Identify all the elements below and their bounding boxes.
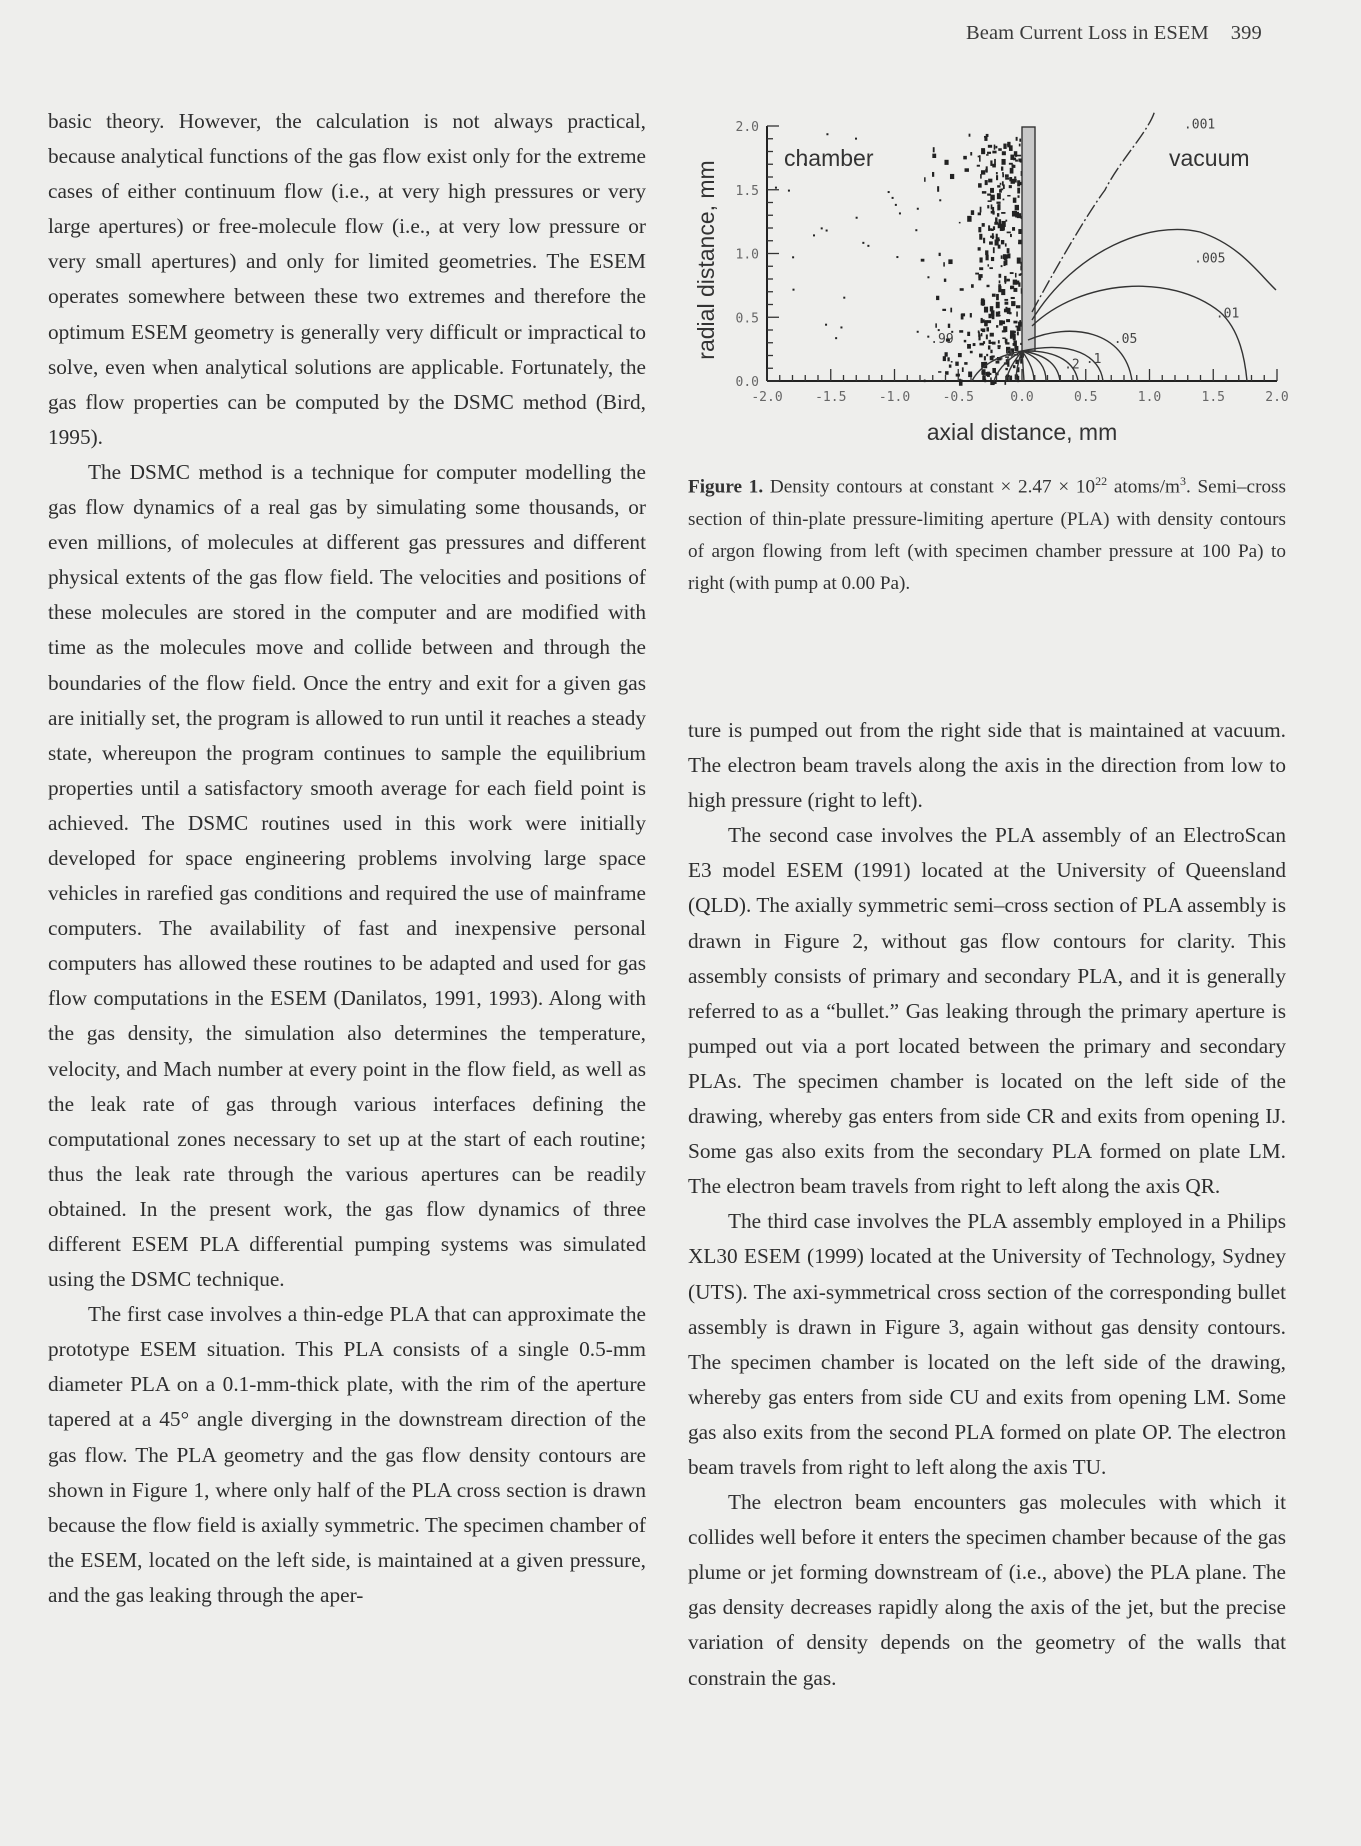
density-contour-plot: [680, 100, 1320, 450]
contour-label: .2: [1064, 357, 1080, 373]
x-tick-label: 1.0: [1137, 390, 1162, 405]
paragraph: The third case involves the PLA assembly employed in a Philips XL30 ESEM (1999) located at the University of Technology, Sydney (UTS). The axi-symmetrical cross section of the corresponding bullet assembly is drawn in Figure 3, again without gas density contours. The specimen chamber is located on the left side of the drawing, whereby gas enters from side CU and exits from opening LM. Some gas also exits from the second PLA formed on plate OP. The electron beam travels from right to left along the axis TU.: [688, 1209, 1286, 1479]
chamber-label: chamber: [784, 145, 874, 171]
caption-exponent: 22: [1095, 474, 1108, 488]
y-tick-label: 0.0: [735, 375, 759, 390]
running-head: [966, 22, 1296, 45]
paragraph: ture is pumped out from the right side that is maintained at vacuum. The electron beam travels along the axis in the direction from low to high pressure (right to left).: [688, 718, 1286, 813]
x-tick-label: -2.0: [751, 390, 783, 405]
y-tick-label: 2.0: [735, 120, 759, 135]
paragraph: The first case involves a thin-edge PLA that can approximate the prototype ESEM situation. This PLA consists of a single 0.5-mm diameter PLA on a 0.1-mm-thick plate, with the rim of the aperture tapered at a 45° angle diverging in the downstream direction of the gas flow. The PLA geometry and the gas flow density contours are shown in Figure 1, where only half of the PLA cross section is drawn because the flow field is axially symmetric. The specimen chamber of the ESEM, located on the left side, is maintained at a given pressure, and the gas leaking through the aper-: [48, 1302, 646, 1607]
x-tick-label: 0.0: [1010, 390, 1034, 405]
figure-label: Figure 1.: [688, 476, 764, 498]
y-tick-label: 0.5: [735, 311, 759, 327]
figure-1: [680, 100, 1320, 450]
running-title: Beam Current Loss in ESEM: [966, 22, 1209, 44]
caption-text: atoms/m: [1107, 476, 1180, 498]
caption-exponent: 3: [1179, 474, 1186, 488]
contour-label: .001: [1183, 117, 1216, 133]
left-column: [48, 104, 646, 1613]
vacuum-label: vacuum: [1169, 145, 1250, 171]
contour-label: .005: [1194, 251, 1226, 267]
contour-label: .9: [997, 348, 1014, 364]
caption-text: . Semi–cross section of thin-plate pressure-limiting aperture (PLA) with density contours of argon flowing from left (with specimen chamber pressure at 100 Pa) to right (with pump at 0.00 Pa).: [688, 476, 1286, 594]
y-axis-label: radial distance, mm: [693, 160, 719, 360]
y-tick-label: 1.5: [735, 183, 759, 199]
contour-label: .1: [1085, 352, 1102, 368]
x-tick-label: 1.5: [1201, 390, 1225, 405]
y-tick-label: 1.0: [735, 247, 759, 263]
right-column: [688, 713, 1286, 1696]
paragraph: The electron beam encounters gas molecules with which it collides well before it enters the specimen chamber because of the gas plume or jet forming downstream of (i.e., above) the PLA plane. The gas density decreases rapidly along the axis of the jet, but the precise variation of density depends on the geometry of the walls that constrain the gas.: [688, 1490, 1286, 1690]
x-tick-label: -0.5: [942, 390, 974, 405]
figure-caption: [688, 465, 1286, 600]
paragraph: The second case involves the PLA assembly of an ElectroScan E3 model ESEM (1991) located at the University of Queensland (QLD). The axially symmetric semi–cross section of PLA assembly is drawn in Figure 2, without gas flow contours for clarity. This assembly consists of primary and secondary PLA, and it is generally referred to as a “bullet.” Gas leaking through the primary aperture is pumped out via a port located between the primary and secondary PLAs. The specimen chamber is located on the left side of the drawing, whereby gas enters from side CR and exits from opening IJ. Some gas also exits from the secondary PLA formed on plate LM. The electron beam travels from right to left along the axis QR.: [688, 823, 1286, 1199]
x-tick-label: 2.0: [1265, 390, 1289, 405]
x-tick-label: 0.5: [1074, 390, 1098, 405]
caption-text: Density contours at constant × 2.47 × 10: [763, 476, 1096, 498]
contour-label: .05: [1113, 331, 1138, 347]
page-number: 399: [1230, 22, 1262, 44]
x-tick-label: -1.5: [815, 390, 847, 405]
paragraph: basic theory. However, the calculation is not always practical, because analytical functions of the gas flow exist only for the extreme cases of either continuum flow (i.e., at very high pressures or very large apertures) or free-molecule flow (i.e., at very low pressure or very small apertures) and only for limited geometries. The ESEM operates somewhere between these two extremes and therefore the optimum ESEM geometry is generally very difficult or impractical to solve, even when analytical solutions are applicable. Fortunately, the gas flow properties can be computed by the DSMC method (Bird, 1995).: [48, 109, 646, 449]
paragraph: The DSMC method is a technique for computer modelling the gas flow dynamics of a real gas by simulating some thousands, or even millions, of molecules at different gas pressures and different physical extents of the gas flow field. The velocities and positions of these molecules are stored in the computer and are modified with time as the molecules move and collide between and through the boundaries of the flow field. Once the entry and exit for a given gas are initially set, the program is allowed to run until it reaches a steady state, whereupon the program continues to sample the equilibrium properties until a satisfactory smooth average for each field point is achieved. The DSMC routines used in this work were initially developed for space engineering problems involving large space vehicles in rarefied gas conditions and required the use of mainframe computers. The availability of fast and inexpensive personal computers has allowed these routines to be adapted and used for gas flow computations in the ESEM (Danilatos, 1991, 1993). Along with the gas density, the simulation also determines the temperature, velocity, and Mach number at every point in the flow field, as well as the leak rate of gas through various interfaces defining the computational zones necessary to set up at the start of each routine; thus the leak rate through the various apertures can be readily obtained. In the present work, the gas flow dynamics of three different ESEM PLA differential pumping systems was simulated using the DSMC technique.: [48, 459, 646, 1292]
contour-label: .01: [1215, 306, 1240, 322]
x-axis-label: axial distance, mm: [926, 419, 1118, 445]
x-tick-label: -1.0: [878, 390, 911, 405]
contour-label: .99: [930, 331, 954, 347]
